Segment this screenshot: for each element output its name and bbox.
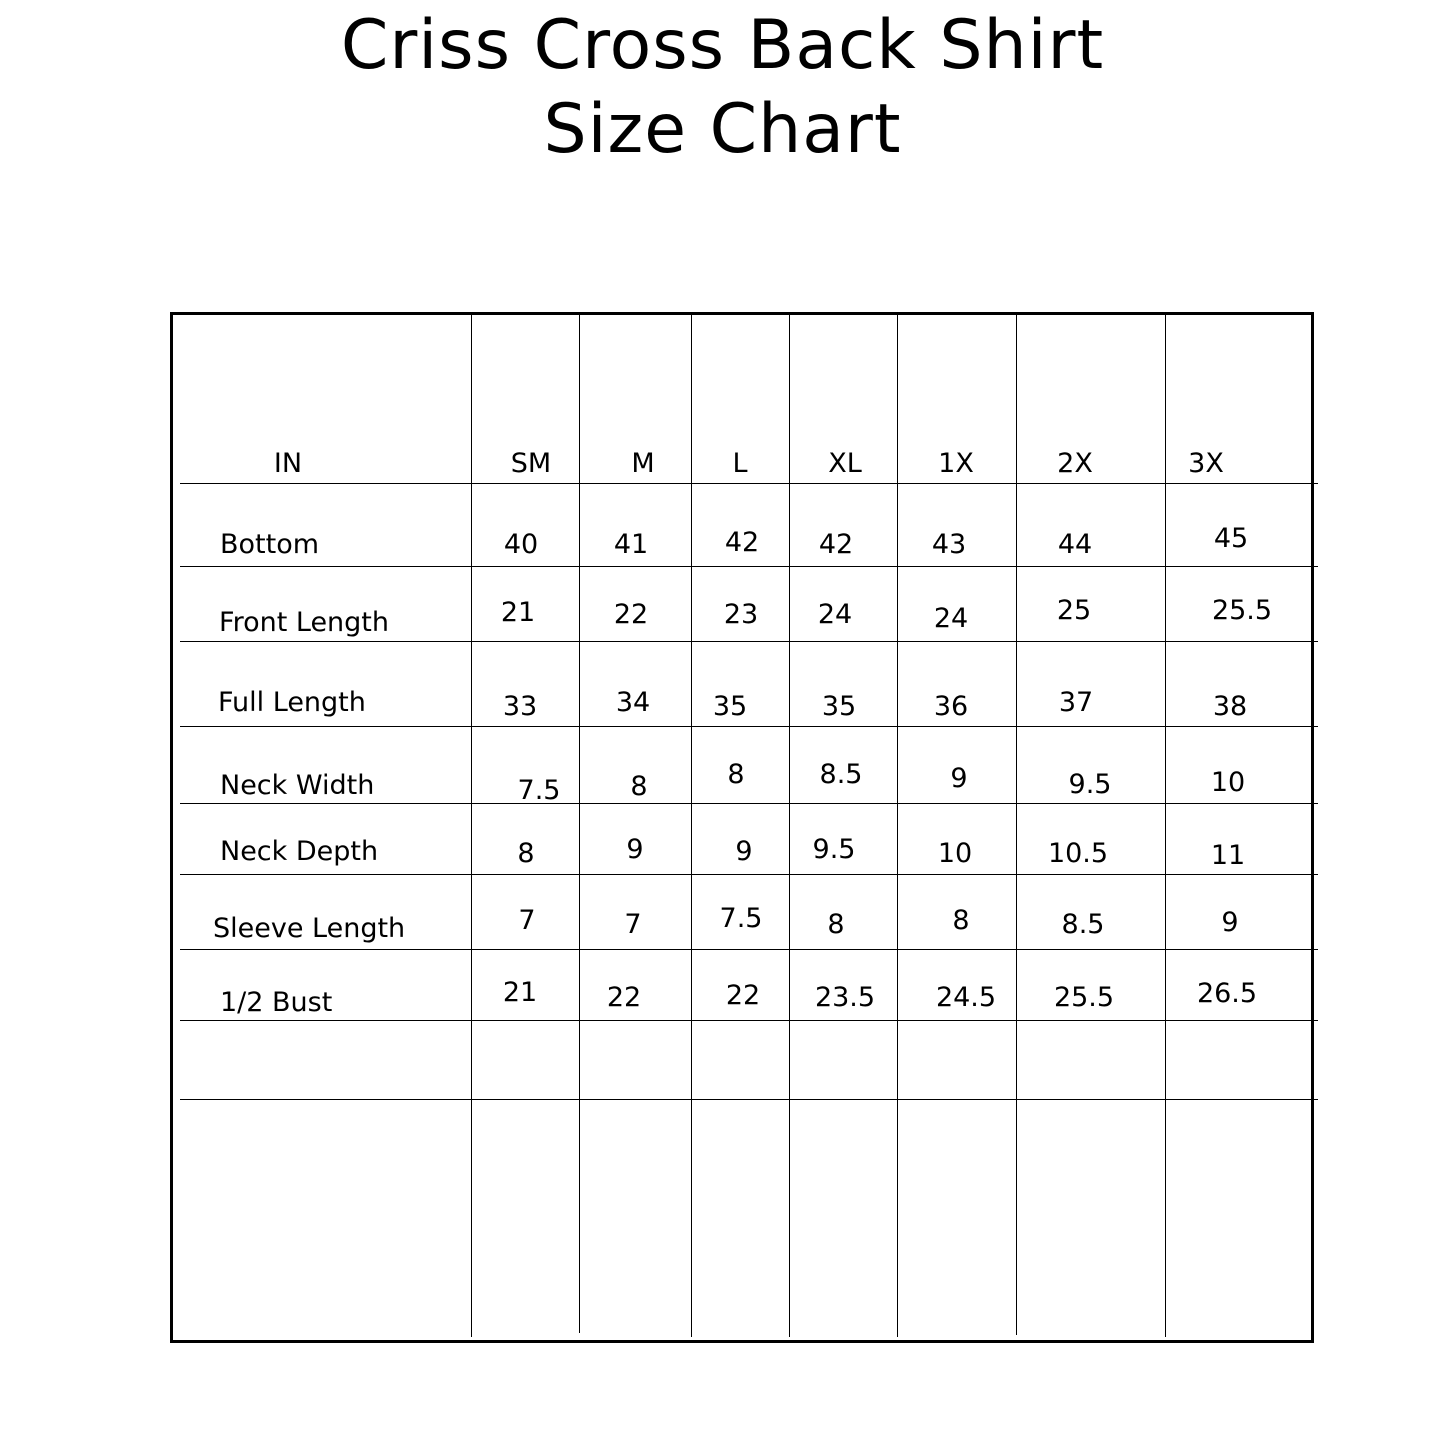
table-cell-value: 9 <box>626 834 644 865</box>
column-divider <box>691 312 692 1337</box>
table-cell-value: 7 <box>624 909 642 940</box>
table-cell-value: 11 <box>1210 840 1246 871</box>
table-cell-value: 41 <box>613 529 649 560</box>
table-cell-value: 42 <box>724 527 760 558</box>
row-label: Bottom <box>220 529 320 560</box>
table-cell-value: 9 <box>950 763 968 794</box>
size-header-m: M <box>631 448 655 479</box>
row-divider <box>180 566 1318 567</box>
table-cell-value: 8.5 <box>819 759 863 790</box>
chart-title: Criss Cross Back Shirt <box>340 6 1105 85</box>
table-cell-value: 26.5 <box>1196 978 1258 1009</box>
table-cell-value: 35 <box>821 691 857 722</box>
table-cell-value: 10 <box>1210 767 1246 798</box>
table-cell-value: 8 <box>827 909 845 940</box>
column-divider <box>471 312 472 1337</box>
table-cell-value: 43 <box>931 529 967 560</box>
row-divider <box>180 949 1318 950</box>
table-cell-value: 7 <box>518 905 536 936</box>
table-cell-value: 36 <box>933 691 969 722</box>
size-header-xl: XL <box>828 448 862 479</box>
row-divider <box>180 1020 1318 1021</box>
table-cell-value: 7.5 <box>517 775 561 806</box>
table-cell-value: 33 <box>502 691 538 722</box>
row-label: Full Length <box>218 687 366 718</box>
table-cell-value: 25.5 <box>1211 595 1273 626</box>
row-divider <box>180 874 1318 875</box>
table-cell-value: 9.5 <box>1068 769 1112 800</box>
size-header-sm: SM <box>510 448 552 479</box>
row-label: Neck Width <box>220 770 375 801</box>
column-divider <box>1016 312 1017 1335</box>
row-divider <box>180 641 1318 642</box>
unit-label: IN <box>273 448 303 479</box>
row-divider <box>180 1099 1318 1100</box>
table-cell-value: 22 <box>613 599 649 630</box>
table-cell-value: 21 <box>502 977 538 1008</box>
table-cell-value: 23 <box>723 599 759 630</box>
row-divider <box>180 483 1318 484</box>
table-cell-value: 37 <box>1058 687 1094 718</box>
table-cell-value: 34 <box>615 687 651 718</box>
column-divider <box>1165 312 1166 1337</box>
table-cell-value: 9 <box>735 836 753 867</box>
row-label: 1/2 Bust <box>220 987 333 1018</box>
table-cell-value: 24.5 <box>935 982 997 1013</box>
table-cell-value: 7.5 <box>719 903 763 934</box>
column-divider <box>579 312 580 1333</box>
table-cell-value: 22 <box>606 982 642 1013</box>
table-cell-value: 8 <box>727 759 745 790</box>
table-cell-value: 45 <box>1213 523 1249 554</box>
table-cell-value: 8 <box>517 838 535 869</box>
table-cell-value: 25.5 <box>1053 982 1115 1013</box>
table-cell-value: 9.5 <box>812 834 856 865</box>
row-label: Neck Depth <box>220 836 379 867</box>
size-header-2x: 2X <box>1057 448 1093 479</box>
table-cell-value: 23.5 <box>814 982 876 1013</box>
table-cell-value: 10 <box>937 838 973 869</box>
table-cell-value: 8 <box>630 771 648 802</box>
table-cell-value: 22 <box>725 980 761 1011</box>
row-label: Front Length <box>219 607 390 638</box>
table-cell-value: 24 <box>933 603 969 634</box>
table-cell-value: 44 <box>1057 529 1093 560</box>
size-header-3x: 3X <box>1188 448 1224 479</box>
size-header-l: L <box>732 448 748 479</box>
row-label: Sleeve Length <box>213 913 406 944</box>
table-cell-value: 9 <box>1221 907 1239 938</box>
size-header-1x: 1X <box>938 448 974 479</box>
table-cell-value: 10.5 <box>1047 838 1109 869</box>
chart-subtitle: Size Chart <box>543 90 902 169</box>
table-cell-value: 35 <box>712 691 748 722</box>
column-divider <box>897 312 898 1337</box>
row-divider <box>180 803 1318 804</box>
column-divider <box>789 312 790 1337</box>
table-cell-value: 42 <box>818 529 854 560</box>
table-cell-value: 8 <box>952 905 970 936</box>
table-cell-value: 21 <box>500 597 536 628</box>
table-cell-value: 24 <box>817 599 853 630</box>
table-cell-value: 40 <box>503 529 539 560</box>
row-divider <box>180 726 1318 727</box>
table-cell-value: 25 <box>1056 595 1092 626</box>
table-cell-value: 38 <box>1212 691 1248 722</box>
table-cell-value: 8.5 <box>1061 909 1105 940</box>
